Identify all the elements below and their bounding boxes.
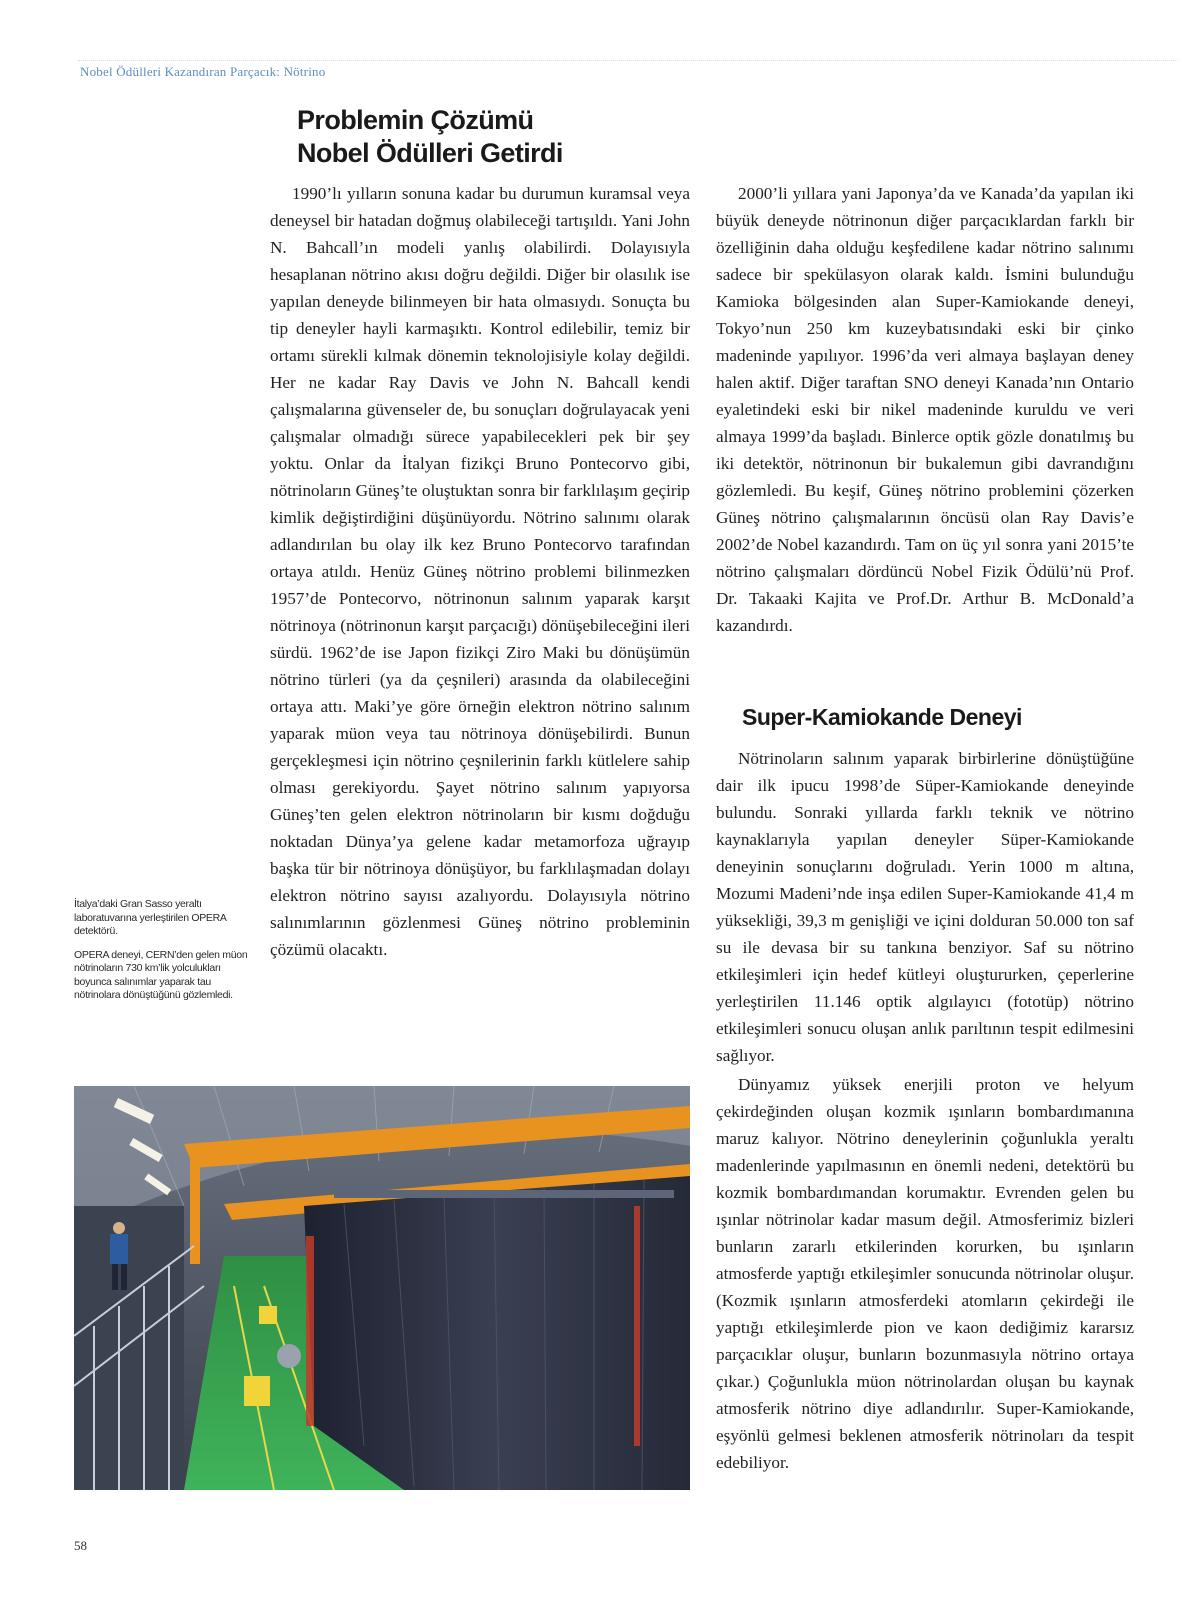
subsection-paragraph-1: Nötrinoların salınım yaparak birbirlerine dönüştüğüne dair ilk ipucu 1998’de Süper-Kamiokande deneyinde bulundu. Sonraki yıllarda farklı teknik ve nötrino kaynaklarıyla yapılan deneyler Süper-Kamiokande deneyinin sonuçlarını doğruladı. Yerin 1000 m altına, Mozumi Madeni’nde inşa edilen Super-Kamiokande 41,4 m yüksekliği, 39,3 m genişliği ve içini dolduran 50.000 ton saf su ile devasa bir su tankına benziyor. Saf su nötrino etkileşimleri için hedef kütleyi oluştururken, çeperlerine yerleştirilen 11.146 optik algılayıcı (fototüp) nötrino etkileşimleri sonucu oluşan anlık parıltının tespit edilmesini sağlıyor.	[716, 749, 1134, 1065]
subsection-title: Super-Kamiokande Deneyi	[742, 704, 1022, 730]
page-number: 58	[74, 1538, 87, 1553]
caption-text-1: İtalya’daki Gran Sasso yeraltı laboratuvarına yerleştirilen OPERA detektörü.	[74, 898, 227, 937]
section-paragraph-right: 2000’li yıllara yani Japonya’da ve Kanada’da yapılan iki büyük deneyde nötrinonun diğer parçacıklardan farklı bir özelliğinin daha olduğu keşfedilene kadar nötrino salınımı sadece bir spekülasyon olarak kaldı. İsmini bulunduğu Kamioka bölgesinden alan Super-Kamiokande deneyi, Tokyo’nun 250 km kuzeybatısındaki eski bir çinko madeninde yapılıyor. 1996’da veri almaya başlayan deney halen aktif. Diğer taraftan SNO deneyi Kanada’nın Ontario eyaletindeki eski bir nikel madeninde kuruldu ve veri almaya 1999’da başladı. Binlerce optik gözle donatılmış bu iki detektör, nötrinonun bir bukalemun gibi davrandığını gözlemledi. Bu keşif, Güneş nötrino problemini çözerken Güneş nötrino çalışmalarının öncüsü olan Ray Davis’e 2002’de Nobel kazandırdı. Tam on üç yıl sonra yani 2015’te nötrino çalışmaları dördüncü Nobel Fizik Ödülü’nü Prof. Dr. Takaaki Kajita ve Prof.Dr. Arthur B. McDonald’a kazandırdı.	[716, 184, 1134, 635]
header-rule	[78, 60, 1178, 61]
photo-caption	[74, 898, 254, 1003]
running-header: Nobel Ödülleri Kazandıran Parçacık: Nötrino	[80, 64, 326, 79]
section-title-line1: Problemin Çözümü	[297, 105, 534, 135]
section-paragraph: 1990’lı yılların sonuna kadar bu durumun kuramsal veya deneysel bir hatadan doğmuş olabileceği tartışıldı. Yani John N. Bahcall’ın modeli yanlış olabilirdi. Dolayısıyla hesaplanan nötrino akısı doğru değildi. Diğer bir olasılık ise yapılan deneyde bilinmeyen bir hata olmasıydı. Sonuçta bu tip deneyler hayli karmaşıktı. Kontrol edilebilir, temiz bir ortamı sürekli kılmak dönemin teknolojisiyle kolay değildi. Her ne kadar Ray Davis ve John N. Bahcall kendi çalışmalarına güvenseler de, bu sonuçları doğrulayacak yeni çalışmalar olmadığı sürece yapabilecekleri pek bir şey yoktu. Onlar da İtalyan fizikçi Bruno Pontecorvo gibi, nötrinoların Güneş’te oluştuktan sonra bir farklılaşım geçirip kimlik değiştirdiğini düşünüyordu. Nötrino salınımı olarak adlandırılan bu olay ilk kez Bruno Pontecorvo tarafından ortaya atıldı. Henüz Güneş nötrino problemi bilinmezken 1957’de Pontecorvo, nötrinonun salınım yaparak karşıt nötrinoya (nötrinonun karşıt parçacığı) dönüşebileceğini ileri sürdü. 1962’de ise Japon fizikçi Ziro Maki bu dönüşümün nötrino türleri (ya da çeşnileri) arasında da olabileceğini ortaya attı. Maki’ye göre örneğin elektron nötrino salınım yaparak müon veya tau nötrinoya dönüşebilirdi. Bunun gerçekleşmesi için nötrino çeşnilerinin farklı kütlelere sahip olması gerekiyordu. Şayet nötrino salınım yapıyorsa Güneş’ten gelen elektron nötrinoların bir kısmı doğduğu noktadan Dünya’ya gelene kadar metamorfoza uğrayıp başka tür bir nötrinoya dönüşüyor, bu farklılaşmadan dolayı elektron nötrino sayısı azalıyordu. Dolayısıyla nötrino salınımlarının gözlenmesi Güneş nötrino probleminin çözümü olacaktı.	[270, 184, 690, 959]
subsection-paragraph-2: Dünyamız yüksek enerjili proton ve helyum çekirdeğinden oluşan kozmik ışınların bombardımanına maruz kalıyor. Nötrino deneylerinin çoğunlukla yeraltı madenlerinde yapılmasının en önemli nedeni, detektörü bu kozmik bombardımandan korumaktır. Evrenden gelen bu ışınlar nötrinolar kadar masum değil. Atmosferimiz bizleri bunların zararlı etkilerinden korurken, bu ışınların atmosferde yaptığı etkileşimler sonucunda nötrinolar oluşur. (Kozmik ışınların atmosferdeki atomların çekirdeği ile yaptığı etkileşimlerde pion ve kaon dediğimiz kararsız parçacıklar oluşur, bunların bozunmasıyla nötrino ortaya çıkar.) Çoğunlukla müon nötrinolardan oluşan bu kaynak atmosferik nötrino diye adlandırılır. Super-Kamiokande, eşyönlü gelmesi beklenen atmosferik nötrinoları da tespit edebiliyor.	[716, 1075, 1134, 1472]
opera-detector-photo	[74, 1086, 690, 1490]
right-column-bottom	[716, 745, 1134, 1476]
middle-column	[270, 180, 690, 963]
section-title	[297, 104, 717, 170]
opera-detector-illustration	[74, 1086, 690, 1490]
caption-text-2: OPERA deneyi, CERN’den gelen müon nötrinoların 730 km’lik yolculukları boyunca salınımlar yaparak tau nötrinolara dönüştüğünü gözlemledi.	[74, 948, 248, 1001]
section-title-line2: Nobel Ödülleri Getirdi	[297, 138, 563, 168]
right-column-top	[716, 180, 1134, 639]
